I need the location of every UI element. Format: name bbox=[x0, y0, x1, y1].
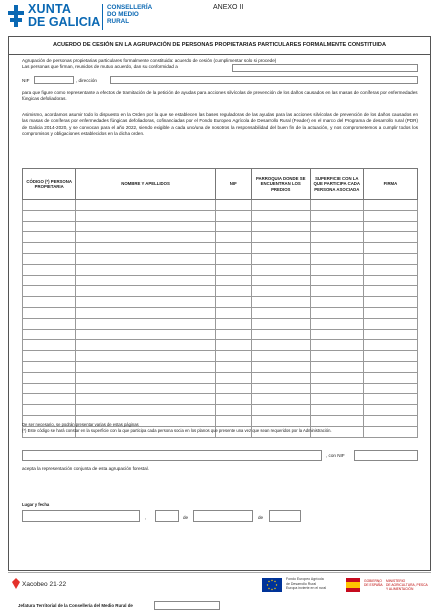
table-cell[interactable] bbox=[310, 297, 363, 308]
table-cell[interactable] bbox=[76, 405, 215, 416]
table-cell[interactable] bbox=[76, 297, 215, 308]
intro-line-1: Agrupación de personas propietarias particulares formalmente constituida: acuerdo de cesión (cumplimentar solo si procede) bbox=[22, 58, 277, 63]
table-row bbox=[23, 210, 418, 221]
table-cell[interactable] bbox=[251, 275, 310, 286]
ministry-line: MINISTERIO bbox=[386, 579, 406, 583]
table-body bbox=[23, 200, 418, 438]
eu-stars-icon bbox=[262, 578, 282, 592]
table-cell[interactable] bbox=[215, 232, 251, 243]
table-row bbox=[23, 405, 418, 416]
table-cell[interactable] bbox=[363, 200, 417, 211]
col-header-firma: FIRMA bbox=[363, 169, 417, 200]
table-cell[interactable] bbox=[215, 383, 251, 394]
table-cell[interactable] bbox=[76, 286, 215, 297]
table-cell[interactable] bbox=[215, 243, 251, 254]
table-cell[interactable] bbox=[363, 394, 417, 405]
table-cell[interactable] bbox=[215, 200, 251, 211]
table-cell[interactable] bbox=[251, 372, 310, 383]
table-row bbox=[23, 351, 418, 362]
table-cell[interactable] bbox=[215, 351, 251, 362]
conselleria-line: CONSELLERÍA bbox=[107, 4, 153, 11]
lugar-fecha-label: Lugar y fecha bbox=[22, 502, 50, 507]
table-cell[interactable] bbox=[251, 351, 310, 362]
table-cell[interactable] bbox=[215, 361, 251, 372]
table-cell[interactable] bbox=[76, 383, 215, 394]
table-cell[interactable] bbox=[76, 351, 215, 362]
commitment-paragraph: Asimismo, acordamos asumir todo lo dispuesto en la Orden por la que se establecen las bases reguladoras de las ayudas para las acciones silvícolas de prevención de los daños causados en las masas de coníferas por enfermedades fúngicas defoliadoras, cofinanciadas por el Fondo Europeo Agrícola de Desarrollo Rural (Feader) en el marco del Programa de desarrollo rural (PDR) de Galicia 2014-2020, y se convocan para el año 2022, siendo exigible a cada uno/una de nosotros la responsabilidad del buen fin de la actuación, y nos comprometemos a cumplir todos los compromisos y obligaciones establecidos en la dicha orden. bbox=[22, 112, 418, 137]
table-cell[interactable] bbox=[76, 275, 215, 286]
feader-text bbox=[286, 577, 326, 591]
title-divider bbox=[8, 54, 431, 55]
nif-field[interactable] bbox=[34, 76, 74, 84]
table-cell[interactable] bbox=[251, 200, 310, 211]
table-cell[interactable] bbox=[310, 264, 363, 275]
table-cell[interactable] bbox=[363, 405, 417, 416]
note-line-1: De ser necesario, se podrán presentar varias de estas páginas bbox=[22, 422, 139, 427]
conselleria-name bbox=[107, 4, 152, 26]
table-cell[interactable] bbox=[251, 383, 310, 394]
ministry-line: DE AGRICULTURA, PESCA bbox=[386, 583, 428, 588]
table-cell[interactable] bbox=[23, 383, 76, 394]
representative-name-field[interactable] bbox=[22, 450, 322, 461]
representative-nif-field[interactable] bbox=[354, 450, 418, 461]
ministry-line: DE ESPAÑA bbox=[364, 583, 383, 588]
table-cell[interactable] bbox=[310, 253, 363, 264]
table-cell[interactable] bbox=[363, 275, 417, 286]
year-field[interactable] bbox=[269, 510, 301, 522]
day-field[interactable] bbox=[155, 510, 179, 522]
table-cell[interactable] bbox=[76, 253, 215, 264]
table-row bbox=[23, 275, 418, 286]
table-cell[interactable] bbox=[310, 351, 363, 362]
table-cell[interactable] bbox=[76, 394, 215, 405]
table-cell[interactable] bbox=[215, 297, 251, 308]
association-name-field[interactable] bbox=[232, 64, 418, 72]
table-cell[interactable] bbox=[363, 372, 417, 383]
table-cell[interactable] bbox=[310, 275, 363, 286]
table-cell[interactable] bbox=[363, 210, 417, 221]
table-cell[interactable] bbox=[310, 361, 363, 372]
table-cell[interactable] bbox=[310, 340, 363, 351]
table-cell[interactable] bbox=[215, 318, 251, 329]
table-cell[interactable] bbox=[310, 307, 363, 318]
ministry-line: GOBIERNO bbox=[364, 579, 382, 583]
table-row bbox=[23, 297, 418, 308]
xacobeo-logo-text: Xacobeo 21·22 bbox=[22, 581, 67, 588]
table-cell[interactable] bbox=[251, 405, 310, 416]
xunta-logo bbox=[8, 3, 178, 33]
col-header-nombre: NOMBRE Y APELLIDOS bbox=[76, 169, 215, 200]
table-cell[interactable] bbox=[76, 329, 215, 340]
table-cell[interactable] bbox=[215, 275, 251, 286]
ministry-text bbox=[364, 579, 428, 592]
table-cell[interactable] bbox=[310, 394, 363, 405]
table-cell[interactable] bbox=[251, 394, 310, 405]
table-cell[interactable] bbox=[363, 297, 417, 308]
table-cell[interactable] bbox=[310, 329, 363, 340]
table-cell[interactable] bbox=[363, 264, 417, 275]
nif-label: NIF bbox=[22, 78, 30, 83]
table-cell[interactable] bbox=[23, 394, 76, 405]
table-row bbox=[23, 200, 418, 211]
table-cell[interactable] bbox=[23, 253, 76, 264]
col-header-superficie: SUPERFICIE CON LA QUE PARTICIPA CADA PERSONA ASOCIADA bbox=[310, 169, 363, 200]
table-cell[interactable] bbox=[215, 264, 251, 275]
table-cell[interactable] bbox=[251, 232, 310, 243]
table-cell[interactable] bbox=[23, 405, 76, 416]
direccion-label: , dirección bbox=[76, 78, 97, 83]
table-cell[interactable] bbox=[363, 340, 417, 351]
feader-line: de Desarrollo Rural bbox=[286, 581, 317, 586]
table-cell[interactable] bbox=[215, 405, 251, 416]
table-cell[interactable] bbox=[251, 297, 310, 308]
table-cell[interactable] bbox=[23, 340, 76, 351]
table-cell[interactable] bbox=[76, 210, 215, 221]
table-cell[interactable] bbox=[251, 243, 310, 254]
table-cell[interactable] bbox=[215, 329, 251, 340]
table-cell[interactable] bbox=[215, 372, 251, 383]
table-cell[interactable] bbox=[363, 286, 417, 297]
table-row bbox=[23, 286, 418, 297]
table-cell[interactable] bbox=[215, 340, 251, 351]
table-cell[interactable] bbox=[23, 200, 76, 211]
table-cell[interactable] bbox=[23, 361, 76, 372]
owners-table bbox=[22, 168, 418, 438]
acceptance-text: acepta la representación conjunta de esta agrupación forestal. bbox=[22, 466, 149, 471]
table-cell[interactable] bbox=[310, 232, 363, 243]
table-row bbox=[23, 329, 418, 340]
table-cell[interactable] bbox=[251, 286, 310, 297]
table-cell[interactable] bbox=[76, 340, 215, 351]
logo-separator bbox=[102, 4, 103, 30]
xunta-cross-icon bbox=[8, 5, 24, 27]
logo-text-xunta: XUNTA bbox=[28, 2, 72, 16]
table-cell[interactable] bbox=[23, 275, 76, 286]
table-cell[interactable] bbox=[23, 318, 76, 329]
table-cell[interactable] bbox=[251, 340, 310, 351]
direccion-field[interactable] bbox=[110, 76, 418, 84]
table-cell[interactable] bbox=[310, 243, 363, 254]
table-row bbox=[23, 394, 418, 405]
eu-flag-icon bbox=[262, 578, 282, 592]
table-cell[interactable] bbox=[310, 318, 363, 329]
table-cell[interactable] bbox=[23, 351, 76, 362]
table-cell[interactable] bbox=[251, 361, 310, 372]
table-cell[interactable] bbox=[363, 307, 417, 318]
table-header-row bbox=[23, 169, 418, 200]
feader-line: Europa invierte en el rural bbox=[286, 586, 327, 591]
table-cell[interactable] bbox=[76, 221, 215, 232]
table-cell[interactable] bbox=[215, 307, 251, 318]
con-nif-label: , con NIF bbox=[326, 453, 345, 458]
table-cell[interactable] bbox=[76, 361, 215, 372]
col-header-codigo: CÓDIGO (*) PERSONA PROPIETARIA bbox=[23, 169, 76, 200]
feader-line: Fondo Europeo Agrícola bbox=[286, 577, 324, 581]
table-row bbox=[23, 243, 418, 254]
conselleria-line: RURAL bbox=[107, 18, 130, 26]
xacobeo-shell-icon bbox=[12, 578, 20, 589]
table-row bbox=[23, 383, 418, 394]
table-cell[interactable] bbox=[310, 210, 363, 221]
table-row bbox=[23, 307, 418, 318]
intro-line-3: para que figure como representante a efectos de tramitación de la petición de ayudas para acciones silvícolas de prevención de los daños causados en las masas de coníferas por enfermedades fúngicas defoliadoras. bbox=[22, 90, 418, 102]
table-cell[interactable] bbox=[363, 221, 417, 232]
table-cell[interactable] bbox=[363, 232, 417, 243]
table-cell[interactable] bbox=[215, 210, 251, 221]
table-cell[interactable] bbox=[310, 200, 363, 211]
date-de-2: de bbox=[258, 515, 264, 520]
lugar-field[interactable] bbox=[22, 510, 140, 522]
table-cell[interactable] bbox=[76, 243, 215, 254]
note-line-2: (*) Este código se hará constar en la superficie con la que participa cada persona socia en los planos que presente una vez que sean requeridos por la Administración. bbox=[22, 428, 332, 433]
table-cell[interactable] bbox=[251, 318, 310, 329]
logo-text-galicia: DE GALICIA bbox=[28, 15, 101, 29]
table-cell[interactable] bbox=[23, 210, 76, 221]
table-cell[interactable] bbox=[310, 383, 363, 394]
table-cell[interactable] bbox=[310, 372, 363, 383]
table-cell[interactable] bbox=[215, 221, 251, 232]
table-cell[interactable] bbox=[310, 286, 363, 297]
table-cell[interactable] bbox=[251, 307, 310, 318]
table-cell[interactable] bbox=[23, 372, 76, 383]
date-comma: , bbox=[145, 515, 147, 520]
table-cell[interactable] bbox=[251, 264, 310, 275]
table-cell[interactable] bbox=[310, 221, 363, 232]
table-cell[interactable] bbox=[363, 383, 417, 394]
table-cell[interactable] bbox=[23, 307, 76, 318]
table-cell[interactable] bbox=[23, 232, 76, 243]
table-cell[interactable] bbox=[76, 232, 215, 243]
table-cell[interactable] bbox=[76, 264, 215, 275]
table-cell[interactable] bbox=[251, 210, 310, 221]
table-row bbox=[23, 340, 418, 351]
table-row bbox=[23, 264, 418, 275]
date-de-1: de bbox=[183, 515, 189, 520]
table-cell[interactable] bbox=[251, 329, 310, 340]
table-cell[interactable] bbox=[23, 329, 76, 340]
table-cell[interactable] bbox=[215, 286, 251, 297]
form-title: ACUERDO DE CESIÓN EN LA AGRUPACIÓN DE PERSONAS PROPIETARIAS PARTICULARES FORMALMENTE CONSTITUIDA bbox=[52, 42, 387, 48]
table-cell[interactable] bbox=[363, 351, 417, 362]
table-cell[interactable] bbox=[363, 253, 417, 264]
jefatura-field[interactable] bbox=[154, 601, 220, 610]
table-row bbox=[23, 232, 418, 243]
table-cell[interactable] bbox=[76, 200, 215, 211]
table-cell[interactable] bbox=[363, 243, 417, 254]
table-cell[interactable] bbox=[363, 361, 417, 372]
footer-divider bbox=[8, 572, 431, 573]
table-row bbox=[23, 318, 418, 329]
col-header-nif: NIF bbox=[215, 169, 251, 200]
table-cell[interactable] bbox=[251, 221, 310, 232]
table-cell[interactable] bbox=[363, 329, 417, 340]
jefatura-label: Jefatura Territorial de la Consellería del Medio Rural de bbox=[18, 603, 133, 608]
table-cell[interactable] bbox=[215, 253, 251, 264]
table-row bbox=[23, 253, 418, 264]
spain-coat-of-arms-icon bbox=[346, 578, 360, 592]
table-row bbox=[23, 361, 418, 372]
table-cell[interactable] bbox=[76, 372, 215, 383]
table-cell[interactable] bbox=[23, 264, 76, 275]
col-header-parroquia: PARROQUIA DONDE SE ENCUENTRAN LOS PREDIOS bbox=[251, 169, 310, 200]
table-cell[interactable] bbox=[215, 394, 251, 405]
table-cell[interactable] bbox=[23, 221, 76, 232]
month-field[interactable] bbox=[193, 510, 253, 522]
intro-line-2: Las personas que firman, reunidos de mutuo acuerdo, dan su conformidad a bbox=[22, 64, 178, 69]
table-cell[interactable] bbox=[251, 253, 310, 264]
table-cell[interactable] bbox=[76, 318, 215, 329]
annex-label: ANEXO II bbox=[213, 4, 244, 11]
table-row bbox=[23, 221, 418, 232]
conselleria-line: DO MEDIO bbox=[107, 11, 139, 19]
table-cell[interactable] bbox=[23, 297, 76, 308]
table-cell[interactable] bbox=[23, 286, 76, 297]
table-row bbox=[23, 372, 418, 383]
table-cell[interactable] bbox=[76, 307, 215, 318]
ministry-line: Y ALIMENTACIÓN bbox=[386, 587, 414, 592]
table-cell[interactable] bbox=[363, 318, 417, 329]
table-cell[interactable] bbox=[310, 405, 363, 416]
table-cell[interactable] bbox=[23, 243, 76, 254]
